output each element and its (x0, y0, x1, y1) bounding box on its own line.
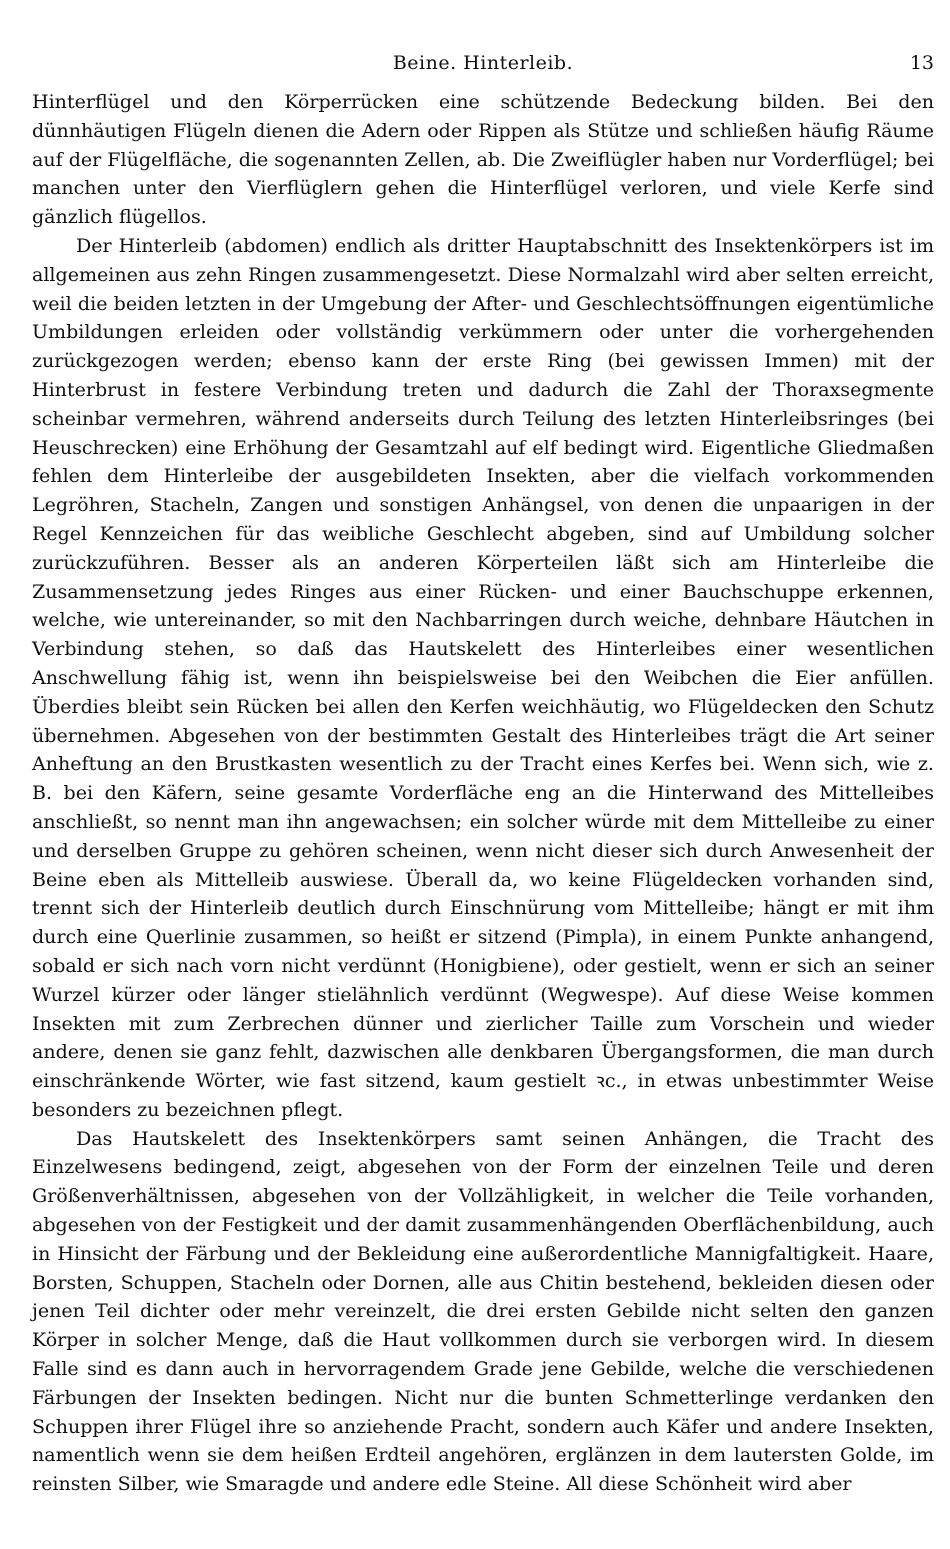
book-page (32, 52, 934, 1532)
running-head (32, 52, 934, 88)
paragraph-continued: Hinterflügel und den Körperrücken eine schützende Bedeckung bilden. Bei den dünnhäutigen Flügeln dienen die Adern oder Rippen als Stütze und schließen häufig Räume auf der Flügelfläche, die sogenannten Zellen, ab. Die Zweiflügler haben nur Vorderflügel; bei manchen unter den Vierflüglern gehen die Hinterflügel verloren, und viele Kerfe sind gänzlich flügellos. (32, 91, 934, 229)
page-number: 13 (909, 52, 934, 74)
paragraph-hautskelett: Das Hautskelett des Insektenkörpers samt seinen Anhängen, die Tracht des Einzelwesens bedingend, zeigt, abgesehen von der Form der einzelnen Teile und deren Größenverhältnissen, abgesehen von der Vollzähligkeit, in welcher die Teile vorhanden, abgesehen von der Festigkeit und der damit zusammenhängenden Oberflächenbildung, auch in Hinsicht der Färbung und der Bekleidung eine außerordentliche Mannigfaltigkeit. Haare, Borsten, Schuppen, Stacheln oder Dornen, alle aus Chitin bestehend, bekleiden diesen oder jenen Teil dichter oder mehr vereinzelt, die drei ersten Gebilde nicht selten den ganzen Körper in solcher Menge, daß die Haut vollkommen durch sie verborgen wird. In diesem Falle sind es dann auch in hervorragendem Grade jene Gebilde, welche die verschiedenen Färbungen der Insekten bedingen. Nicht nur die bunten Schmetterlinge verdanken den Schuppen ihrer Flügel ihre so anziehende Pracht, sondern auch Käfer und andere Insekten, namentlich wenn sie dem heißen Erdteil angehören, erglänzen in dem lautersten Golde, im reinsten Silber, wie Smaragde und andere edle Steine. All diese Schönheit wird aber (32, 1127, 934, 1496)
running-title: Beine. Hinterleib. (392, 52, 574, 74)
paragraph-hinterleib: Der Hinterleib (abdomen) endlich als dritter Hauptabschnitt des Insektenkörpers ist im allgemeinen aus zehn Ringen zusammengesetzt. Diese Normalzahl wird aber selten erreicht, weil die beiden letzten in der Umgebung der After- und Geschlechtsöffnungen eigentümliche Umbildungen erleiden oder vollständig verkümmern oder unter die vorhergehenden zurückgezogen werden; ebenso kann der erste Ring (bei gewissen Immen) mit der Hinterbrust in festere Verbindung treten und dadurch die Zahl der Thoraxsegmente scheinbar vermehren, während anderseits durch Teilung des letzten Hinterleibsringes (bei Heuschrecken) eine Erhöhung der Gesamtzahl auf elf bedingt wird. Eigentliche Gliedmaßen fehlen dem Hinterleibe der ausgebildeten Insekten, aber die vielfach vorkommenden Legröhren, Stacheln, Zangen und sonstigen Anhängsel, von denen die unpaarigen in der Regel Kennzeichen für das weibliche Geschlecht abgeben, sind auf Umbildung solcher zurückzuführen. Besser als an anderen Körperteilen läßt sich am Hinterleibe die Zusammensetzung jedes Ringes aus einer Rücken- und einer Bauchschuppe erkennen, welche, wie untereinander, so mit den Nachbarringen durch weiche, dehnbare Häutchen in Verbindung stehen, so daß das Hautskelett des Hinterleibes einer wesentlichen Anschwellung fähig ist, wenn ihn beispielsweise bei den Weibchen die Eier anfüllen. Überdies bleibt sein Rücken bei allen den Kerfen weichhäutig, wo Flügeldecken den Schutz übernehmen. Abgesehen von der bestimmten Gestalt des Hinterleibes trägt die Art seiner Anheftung an den Brustkasten wesentlich zu der Tracht eines Kerfes bei. Wenn sich, wie z. B. bei den Käfern, seine gesamte Vorderfläche eng an die Hinterwand des Mittelleibes anschließt, so nennt man ihn angewachsen; ein solcher würde mit dem Mittelleibe zu einer und derselben Gruppe zu gehören scheinen, wenn nicht dieser sich durch Anwesenheit der Beine eben als Mittelleib auswiese. Überall da, wo keine Flügeldecken vorhanden sind, trennt sich der Hinterleib deutlich durch Einschnürung vom Mittelleibe; hängt er mit ihm durch eine Querlinie zusammen, so heißt er sitzend (Pimpla), in einem Punkte anhangend, sobald er sich nach vorn nicht verdünnt (Honigbiene), oder gestielt, wenn er sich an seiner Wurzel kürzer oder länger stielähnlich verdünnt (Wegwespe). Auf diese Weise kommen Insekten mit zum Zerbrechen dünner und zierlicher Taille zum Vorschein und wieder andere, denen sie ganz fehlt, dazwischen alle denkbaren Übergangsformen, die man durch einschränkende Wörter, wie fast sitzend, kaum gestielt ꝛc., in etwas unbestimmter Weise besonders zu bezeichnen pflegt. (32, 234, 934, 1121)
body-text (32, 88, 934, 1499)
